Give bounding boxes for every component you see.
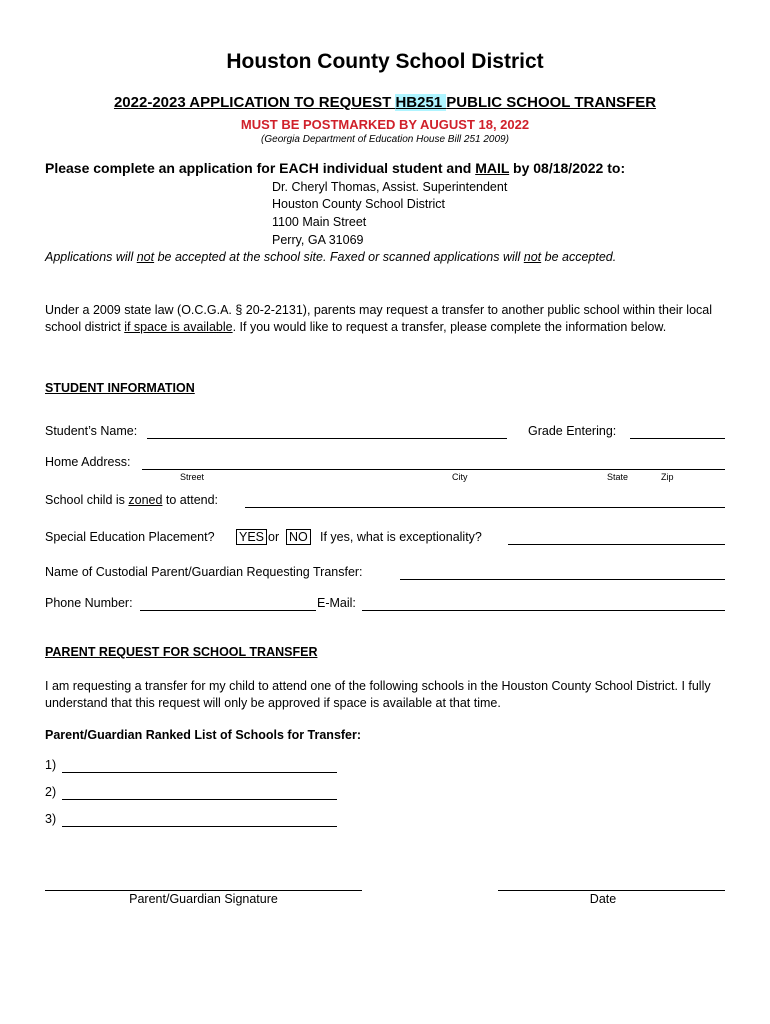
sped-yes-checkbox[interactable]: YES: [236, 529, 267, 545]
address-line-2: Houston County School District: [272, 197, 445, 211]
guardian-name-label: Name of Custodial Parent/Guardian Requesting Transfer:: [45, 565, 363, 579]
notice-part-a: Applications will: [45, 250, 137, 264]
notice-part-c: be accepted.: [541, 250, 617, 264]
rank-2-field[interactable]: [62, 799, 337, 800]
email-label: E-Mail:: [317, 596, 356, 610]
student-name-field[interactable]: [147, 438, 507, 439]
zoned-school-field[interactable]: [245, 507, 725, 508]
exceptionality-field[interactable]: [508, 544, 725, 545]
rank-2-label: 2): [45, 785, 57, 799]
subtitle-highlight: HB251: [395, 94, 447, 111]
address-line-4: Perry, GA 31069: [272, 233, 364, 247]
law-text-post: . If you would like to request a transfer, please complete the information below.: [232, 320, 667, 334]
date-field[interactable]: [498, 890, 725, 891]
student-name-label: Student’s Name:: [45, 424, 138, 438]
notice-not-1: not: [136, 250, 155, 264]
zoned-school-label: [45, 493, 218, 507]
address-line-3: 1100 Main Street: [272, 215, 367, 229]
rank-3-label: 3): [45, 812, 57, 826]
rank-1-label: 1): [45, 758, 57, 772]
zoned-label-b: to attend:: [162, 493, 219, 507]
parent-request-heading: PARENT REQUEST FOR SCHOOL TRANSFER: [45, 645, 318, 659]
zoned-label-a: School child is: [45, 493, 129, 507]
phone-label: Phone Number:: [45, 596, 133, 610]
form-subtitle: [0, 94, 770, 111]
request-paragraph: I am requesting a transfer for my child to attend one of the following schools in the Houston County School District. I fully understand that this request will only be approved if space is available at that time.: [45, 679, 711, 710]
sped-or-text: or: [268, 530, 280, 544]
subtitle-pre: 2022-2023 APPLICATION TO REQUEST: [113, 94, 396, 111]
signature-field[interactable]: [45, 890, 362, 891]
email-field[interactable]: [362, 610, 725, 611]
instructions-mail: MAIL: [475, 160, 510, 176]
grade-entering-field[interactable]: [630, 438, 725, 439]
city-caption: City: [452, 472, 468, 482]
sped-placement-label: Special Education Placement?: [45, 530, 215, 544]
guardian-name-field[interactable]: [400, 579, 725, 580]
deadline-notice: MUST BE POSTMARKED BY AUGUST 18, 2022: [240, 117, 530, 132]
home-address-field[interactable]: [142, 469, 725, 470]
notice-not-2: not: [523, 250, 542, 264]
student-info-heading: STUDENT INFORMATION: [45, 381, 195, 395]
law-text-underlined: if space is available: [124, 320, 233, 334]
instructions: [45, 160, 625, 176]
law-text-pre: Under a 2009 state law (O.C.G.A. § 20-2-2131), parents may request a transfer to another public school within their local school district: [45, 303, 713, 334]
zoned-label-underlined: zoned: [128, 493, 163, 507]
law-paragraph: [45, 302, 735, 336]
rank-3-field[interactable]: [62, 826, 337, 827]
acceptance-notice: [45, 250, 616, 264]
signature-label: Parent/Guardian Signature: [129, 892, 278, 906]
source-note: (Georgia Department of Education House Bill 251 2009): [261, 134, 509, 145]
street-caption: Street: [180, 472, 205, 482]
zip-caption: Zip: [661, 472, 674, 482]
sped-no-checkbox[interactable]: NO: [286, 529, 311, 545]
page-title: Houston County School District: [226, 50, 544, 73]
state-caption: State: [607, 472, 629, 482]
rank-1-field[interactable]: [62, 772, 337, 773]
instructions-pre: Please complete an application for EACH individual student and: [45, 160, 476, 176]
exceptionality-label: If yes, what is exceptionality?: [320, 530, 482, 544]
date-label: Date: [589, 892, 617, 906]
instructions-post: by 08/18/2022 to:: [509, 160, 626, 176]
grade-entering-label: Grade Entering:: [528, 424, 617, 438]
subtitle-post: PUBLIC SCHOOL TRANSFER: [446, 94, 657, 111]
address-line-1: Dr. Cheryl Thomas, Assist. Superintendent: [272, 180, 508, 194]
phone-field[interactable]: [140, 610, 316, 611]
ranked-list-heading: Parent/Guardian Ranked List of Schools for Transfer:: [45, 728, 362, 742]
notice-part-b: be accepted at the school site. Faxed or scanned applications will: [154, 250, 524, 264]
home-address-label: Home Address:: [45, 455, 131, 469]
